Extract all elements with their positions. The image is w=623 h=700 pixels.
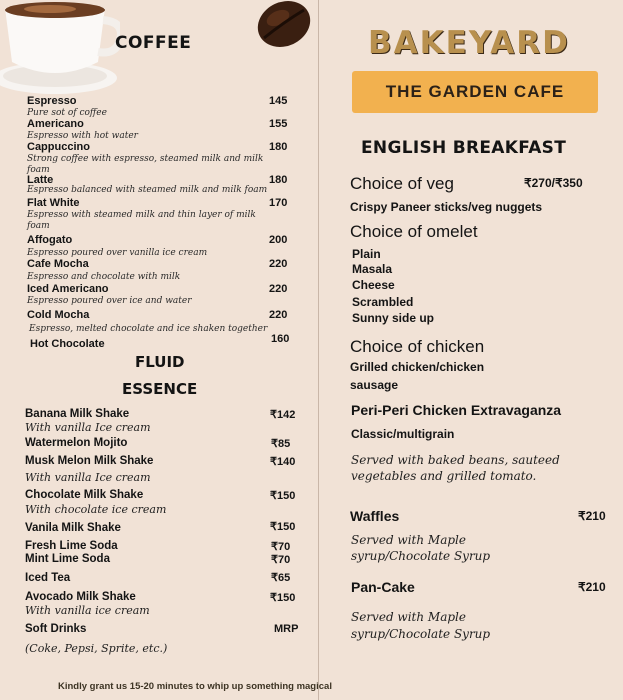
drink-item-desc: With vanilla Ice cream bbox=[25, 421, 151, 434]
essence-heading: ESSENCE bbox=[122, 380, 198, 398]
waffles-price: ₹210 bbox=[578, 509, 606, 523]
menu-item-price: 180 bbox=[269, 174, 288, 186]
waffles-desc: Served with Maple bbox=[351, 533, 466, 547]
menu-item-price: 170 bbox=[269, 197, 288, 209]
drink-item-price: ₹85 bbox=[271, 438, 291, 450]
chicken-item: Grilled chicken/chicken bbox=[350, 360, 485, 374]
drink-item-price: ₹70 bbox=[271, 541, 291, 553]
pancake-title: Pan-Cake bbox=[351, 579, 415, 595]
veg-title: Choice of veg bbox=[350, 174, 454, 193]
drink-item-price: ₹70 bbox=[271, 554, 291, 566]
menu-item-name: Latte bbox=[27, 174, 54, 186]
peri-desc: vegetables and grilled tomato. bbox=[351, 469, 537, 483]
waffles-title: Waffles bbox=[350, 508, 400, 524]
drink-item-price: ₹150 bbox=[270, 490, 296, 502]
menu-item-desc: Pure sot of coffee bbox=[27, 108, 107, 118]
menu-item-price: 145 bbox=[269, 95, 288, 107]
peri-desc: Served with baked beans, sauteed bbox=[351, 453, 560, 467]
drink-item-price: ₹65 bbox=[271, 572, 291, 584]
drink-item-price: MRP bbox=[274, 623, 299, 635]
drink-item-price: ₹140 bbox=[270, 456, 296, 468]
menu-item-name: Cold Mocha bbox=[27, 309, 90, 321]
pancake-price: ₹210 bbox=[578, 580, 606, 594]
menu-item-name: Affogato bbox=[27, 234, 73, 246]
menu-item-desc: Espresso and chocolate with milk bbox=[27, 272, 181, 282]
menu-item-name: Flat White bbox=[27, 197, 80, 209]
chicken-title: Choice of chicken bbox=[350, 337, 485, 356]
drink-item-name: Chocolate Milk Shake bbox=[25, 489, 144, 501]
omelet-item: Sunny side up bbox=[352, 311, 435, 325]
drink-item-name: Musk Melon Milk Shake bbox=[25, 455, 154, 467]
menu-item-price: 155 bbox=[269, 118, 288, 130]
waffles-desc: syrup/Chocolate Syrup bbox=[351, 549, 491, 563]
menu-item-desc: Espresso poured over ice and water bbox=[27, 296, 192, 306]
drink-item-desc: With vanilla Ice cream bbox=[25, 471, 151, 484]
menu-item-price: 160 bbox=[271, 333, 290, 345]
menu-item-price: 220 bbox=[269, 309, 288, 321]
veg-price: ₹270/₹350 bbox=[524, 176, 583, 190]
menu-item-name: Cappuccino bbox=[27, 141, 90, 153]
menu-item-desc: foam bbox=[27, 165, 50, 175]
menu-item-desc: foam bbox=[27, 221, 50, 231]
coffee-cup-icon bbox=[0, 0, 120, 95]
drink-item-name: Vanila Milk Shake bbox=[25, 522, 121, 534]
column-divider bbox=[318, 0, 319, 700]
breakfast-heading: ENGLISH BREAKFAST bbox=[361, 138, 567, 158]
pancake-desc: syrup/Chocolate Syrup bbox=[351, 627, 491, 641]
menu-item-price: 200 bbox=[269, 234, 288, 246]
menu-item-desc: Espresso, melted chocolate and ice shaken together bbox=[29, 324, 268, 334]
fluid-heading: FLUID bbox=[135, 353, 185, 371]
menu-item-name: Hot Chocolate bbox=[30, 338, 105, 350]
drink-item-name: Watermelon Mojito bbox=[25, 437, 128, 449]
drink-item-name: Soft Drinks bbox=[25, 623, 87, 635]
drink-item-desc: With chocolate ice cream bbox=[25, 503, 167, 516]
drink-item-desc: (Coke, Pepsi, Sprite, etc.) bbox=[25, 642, 168, 655]
omelet-item: Plain bbox=[352, 247, 381, 261]
menu-item-name: Iced Americano bbox=[27, 283, 109, 295]
omelet-title: Choice of omelet bbox=[350, 222, 478, 241]
menu-item-desc: Espresso with steamed milk and thin layer of milk bbox=[27, 210, 256, 220]
drink-item-price: ₹142 bbox=[270, 409, 296, 421]
drink-item-desc: With vanilla ice cream bbox=[25, 604, 150, 617]
coffee-bean-icon bbox=[254, 0, 314, 52]
omelet-item: Scrambled bbox=[352, 295, 414, 309]
veg-item: Crispy Paneer sticks/veg nuggets bbox=[350, 200, 543, 214]
menu-item-desc: Espresso balanced with steamed milk and milk foam bbox=[27, 185, 268, 195]
menu-item-name: Cafe Mocha bbox=[27, 258, 89, 270]
menu-item-name: Americano bbox=[27, 118, 84, 130]
menu-item-desc: Strong coffee with espresso, steamed milk and milk bbox=[27, 154, 264, 164]
menu-item-name: Espresso bbox=[27, 95, 77, 107]
drink-item-price: ₹150 bbox=[270, 521, 296, 533]
drink-item-name: Iced Tea bbox=[25, 572, 71, 584]
drink-item-name: Fresh Lime Soda bbox=[25, 540, 118, 552]
omelet-item: Cheese bbox=[352, 278, 395, 292]
coffee-heading: COFFEE bbox=[115, 33, 192, 53]
peri-title: Peri-Peri Chicken Extravaganza bbox=[351, 402, 562, 418]
menu-item-desc: Espresso poured over vanilla ice cream bbox=[27, 248, 208, 258]
chicken-item: sausage bbox=[350, 378, 399, 392]
brand-subtitle: THE GARDEN CAFE bbox=[385, 82, 565, 101]
menu-item-price: 180 bbox=[269, 141, 288, 153]
menu-item-price: 220 bbox=[269, 283, 288, 295]
brand-title: BAKEYARD bbox=[368, 25, 570, 61]
drink-item-name: Banana Milk Shake bbox=[25, 408, 130, 420]
pancake-desc: Served with Maple bbox=[351, 610, 466, 624]
menu-item-price: 220 bbox=[269, 258, 288, 270]
drink-item-name: Mint Lime Soda bbox=[25, 553, 110, 565]
omelet-item: Masala bbox=[352, 262, 393, 276]
drink-item-name: Avocado Milk Shake bbox=[25, 591, 136, 603]
drink-item-price: ₹150 bbox=[270, 592, 296, 604]
peri-sub: Classic/multigrain bbox=[351, 427, 455, 441]
footer-note: Kindly grant us 15-20 minutes to whip up something magical bbox=[58, 681, 332, 692]
menu-item-desc: Espresso with hot water bbox=[27, 131, 138, 141]
